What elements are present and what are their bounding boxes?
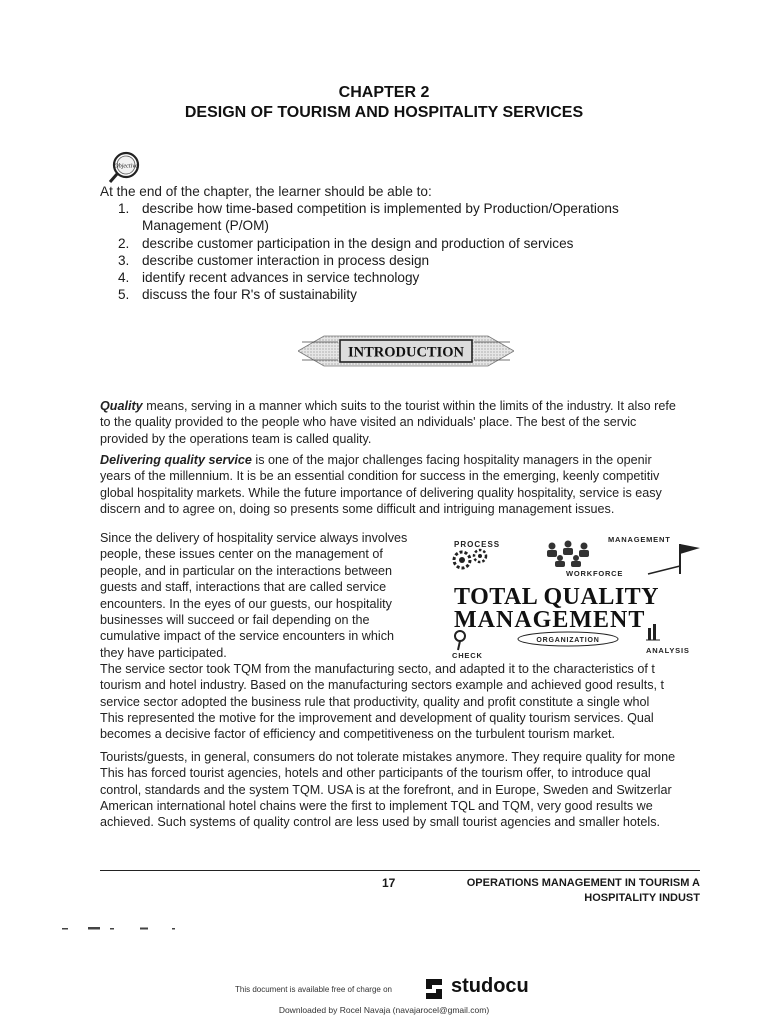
objective-label: Objective: [114, 162, 138, 170]
tqm-illustration: [448, 530, 710, 660]
flag-icon: [648, 544, 700, 574]
page-number: 17: [382, 876, 396, 890]
objective-item: 1. describe how time-based competition is implemented by Production/Operations Management (P/OM): [118, 201, 619, 234]
objective-item: 5. discuss the four R's of sustainability: [118, 287, 357, 303]
objective-item: 2. describe customer participation in the design and production of services: [118, 235, 574, 251]
footer-rule: [100, 870, 700, 871]
objectives-lead: At the end of the chapter, the learner should be able to:: [100, 184, 432, 199]
tqm-workforce-label: WORKFORCE: [566, 569, 624, 578]
download-attribution: Downloaded by Rocel Navaja (navajarocel@gmail.com): [278, 1005, 490, 1015]
tqm-line2: MANAGEMENT: [454, 607, 646, 633]
analysis-chart-icon: [646, 624, 660, 640]
introduction-heading: INTRODUCTION: [347, 344, 465, 361]
tqm-analysis-label: ANALYSIS: [646, 646, 690, 655]
studocu-brand[interactable]: studocu: [451, 975, 529, 997]
scan-artifact-marks: [60, 926, 180, 932]
objective-item: 3. describe customer interaction in process design: [118, 252, 430, 268]
objectives-list: [118, 200, 678, 304]
quality-paragraph: Quality means, serving in a manner which suits to the tourist within the limits of the industry. It also refe to the quality provided to the people who have visited an ndividuals' place. The best of the servic provided by the operations team is called quality.: [100, 399, 676, 446]
tqm-line1: TOTAL QUALITY: [454, 584, 660, 610]
chapter-number: CHAPTER 2: [338, 84, 430, 101]
gears-icon: [454, 550, 486, 568]
tqm-check-label: CHECK: [452, 651, 483, 660]
delivering-term: Delivering quality service: [100, 453, 252, 467]
delivering-paragraph: Delivering quality service is one of the major challenges facing hospitality managers in the openir years of the millennium. It is be an essential condition for success in the emerging, keenly competitiv global hospitality markets. While the future importance of delivering quality hospitality, service is easy discern and to agree on, doing so presents some difficult and intriguing management issues.: [100, 453, 662, 516]
studocu-availability-note: This document is available free of charge on: [235, 985, 392, 994]
tqm-organization-label: ORGANIZATION: [536, 637, 600, 644]
people-group-icon: [547, 541, 589, 568]
introduction-banner: [298, 330, 514, 372]
quality-term: Quality: [100, 399, 143, 413]
tourists-paragraph: Tourists/guests, in general, consumers do not tolerate mistakes anymore. They require quality for mone This has forced tourist agencies, hotels and other participants of the tourism offer, to introduce qual control, standards and the system TQM. USA is at the forefront, and in Europe, Sweden and Switzerlar American international hotel chains were the first to implement TQL and TQM, very good results we achieved. Such systems of quality control are less used by small tourist agencies and smaller hotels.: [100, 750, 676, 830]
tqm-process-label: PROCESS: [454, 540, 501, 549]
objective-magnifier-icon: [106, 150, 146, 184]
since-paragraph: Since the delivery of hospitality service always involves people, these issues center on the management of people, and in particular on the interactions between guests and staff, interactions that are called service encounters. In the eyes of our guests, our hospitality businesses will succeed or fail depending on the cumulative impact of the service encounters in which they have participated.: [100, 531, 408, 660]
running-head: OPERATIONS MANAGEMENT IN TOURISM A HOSPITALITY INDUST: [466, 877, 700, 904]
tqm-management-label: MANAGEMENT: [608, 535, 671, 544]
chapter-title: DESIGN OF TOURISM AND HOSPITALITY SERVICES: [184, 104, 584, 121]
objective-item: 4. identify recent advances in service technology: [118, 270, 420, 286]
service-sector-paragraph: The service sector took TQM from the manufacturing secto, and adapted it to the characteristics of t tourism and hotel industry. Based on the manufacturing sectors example and achieved good results, t service sector adopted the business rule that productivity, quality and profit constitute a single whol This represented the motive for the improvement and development of quality tourism services. Qual becomes a decisive factor of efficiency and competitiveness on the turbulent tourism market.: [100, 662, 665, 742]
magnifier-icon: [455, 631, 465, 650]
